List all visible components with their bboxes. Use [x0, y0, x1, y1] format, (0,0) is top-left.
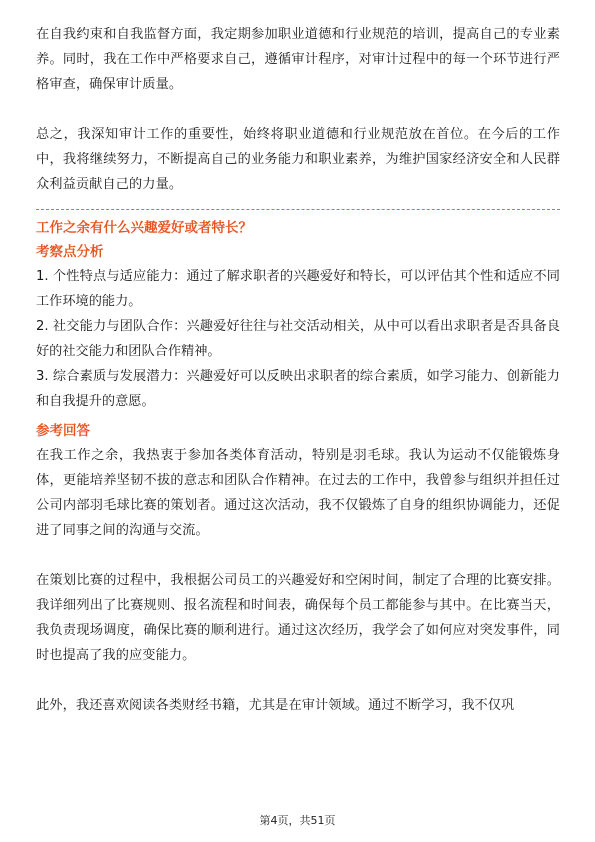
- analysis-item-3: 3. 综合素质与发展潜力：兴趣爱好可以反映出求职者的综合素质，如学习能力、创新能力和自我提升的意愿。: [36, 369, 560, 409]
- intro-paragraph-1: 在自我约束和自我监督方面，我定期参加职业道德和行业规范的培训，提高自己的专业素养。同时，我在工作中严格要求自己，遵循审计程序，对审计过程中的每一个环节进行严格审查，确保审计质量。: [36, 27, 560, 92]
- intro-paragraph-2: 总之，我深知审计工作的重要性，始终将职业道德和行业规范放在首位。在今后的工作中，我将继续努力，不断提高自己的业务能力和职业素养，为维护国家经济安全和人民群众利益贡献自己的力量。: [36, 127, 560, 192]
- page-footer: 第4页，共51页: [259, 814, 336, 827]
- answer-paragraph-2: 在策划比赛的过程中，我根据公司员工的兴趣爱好和空闲时间，制定了合理的比赛安排。我详细列出了比赛规则、报名流程和时间表，确保每个员工都能参与其中。在比赛当天，我负责现场调度，确保比赛的顺利进行。通过这次经历，我学会了如何应对突发事件，同时也提高了我的应变能力。: [36, 573, 560, 663]
- section-divider: [36, 209, 560, 210]
- analysis-title: 考察点分析: [36, 244, 104, 260]
- answer-paragraph-1: 在我工作之余，我热衷于参加各类体育活动，特别是羽毛球。我认为运动不仅能锻炼身体，更能培养坚韧不拔的意志和团队合作精神。在过去的工作中，我曾参与组织并担任过公司内部羽毛球比赛的策划者。通过这次活动，我不仅锻炼了自身的组织协调能力，还促进了同事之间的沟通与交流。: [36, 448, 560, 538]
- answer-paragraph-3: 此外，我还喜欢阅读各类财经书籍，尤其是在审计领域。通过不断学习，我不仅巩: [36, 698, 515, 713]
- answer-title: 参考回答: [36, 423, 90, 439]
- analysis-item-1: 1. 个性特点与适应能力：通过了解求职者的兴趣爱好和特长，可以评估其个性和适应不同工作环境的能力。: [36, 269, 560, 309]
- question-heading: 工作之余有什么兴趣爱好或者特长？: [36, 220, 252, 236]
- page-content: [36, 22, 560, 718]
- analysis-item-2: 2. 社交能力与团队合作：兴趣爱好往往与社交活动相关，从中可以看出求职者是否具备良好的社交能力和团队合作精神。: [36, 319, 560, 359]
